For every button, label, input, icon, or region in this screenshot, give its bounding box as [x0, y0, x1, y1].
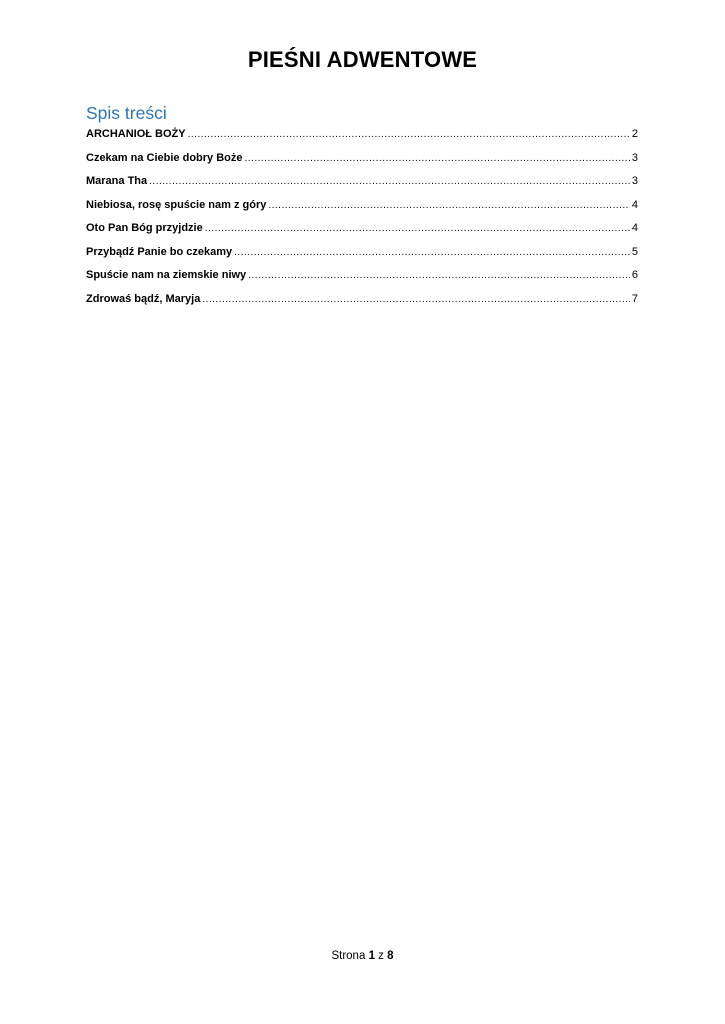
toc-entry-niebiosa[interactable] — [86, 197, 638, 221]
footer-current-page: 1 — [368, 950, 375, 962]
table-of-contents — [86, 126, 638, 314]
toc-entry-czekam-na-ciebie[interactable] — [86, 150, 638, 174]
toc-entry-marana-tha[interactable] — [86, 173, 638, 197]
toc-entry-page: 2 — [631, 128, 638, 140]
toc-entry-archaniol-bozy[interactable] — [86, 126, 638, 150]
toc-leader-dots — [205, 221, 630, 237]
footer-prefix: Strona — [331, 950, 366, 962]
toc-entry-page: 4 — [631, 222, 638, 234]
toc-entry-page: 4 — [631, 198, 638, 211]
toc-entry-przybadz-panie[interactable] — [86, 244, 638, 268]
toc-entry-page: 6 — [631, 269, 638, 281]
toc-leader-dots — [234, 245, 630, 261]
page-footer — [0, 948, 725, 964]
toc-leader-dots — [188, 127, 630, 143]
toc-entry-label: Oto Pan Bóg przyjdzie — [86, 222, 203, 234]
toc-heading: Spis treści — [86, 103, 167, 123]
toc-entry-page: 3 — [631, 175, 638, 187]
toc-leader-dots — [268, 198, 630, 214]
toc-leader-dots — [248, 268, 630, 284]
toc-entry-label: Przybądź Panie bo czekamy — [86, 245, 233, 258]
toc-entry-label: ARCHANIOŁ BOŻY — [86, 128, 186, 140]
toc-entry-zdrowas-badz[interactable] — [86, 291, 638, 315]
footer-separator: z — [378, 950, 384, 962]
toc-entry-label: Zdrowaś bądź, Maryja — [86, 292, 201, 305]
toc-leader-dots — [245, 151, 630, 167]
toc-entry-label: Niebiosa, rosę spuście nam z góry — [86, 198, 267, 211]
toc-entry-label: Marana Tha — [86, 175, 148, 187]
document-title: PIEŚNI ADWENTOWE — [247, 47, 478, 72]
toc-leader-dots — [202, 292, 630, 308]
toc-entry-oto-pan-bog[interactable] — [86, 220, 638, 244]
toc-entry-page: 3 — [631, 151, 638, 164]
footer-total-pages: 8 — [387, 950, 394, 962]
toc-entry-label: Spuście nam na ziemskie niwy — [86, 269, 247, 281]
toc-leader-dots — [149, 174, 630, 190]
toc-entry-spuscie-nam[interactable] — [86, 267, 638, 291]
toc-entry-page: 7 — [631, 292, 638, 305]
toc-entry-label: Czekam na Ciebie dobry Boże — [86, 151, 243, 164]
toc-entry-page: 5 — [631, 245, 638, 258]
